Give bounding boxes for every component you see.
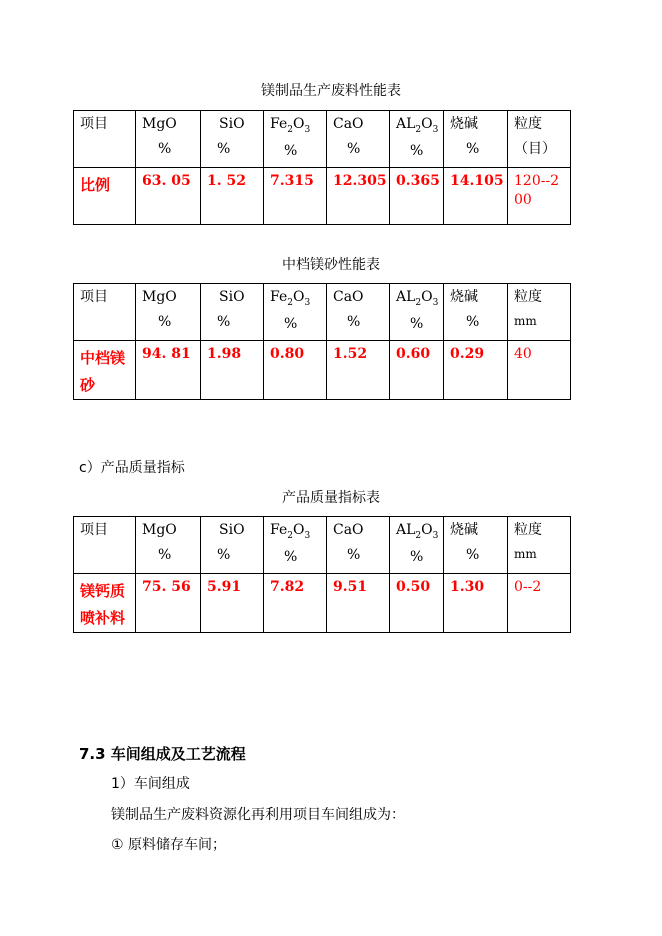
value-cell: 1. 52: [201, 168, 264, 225]
header-cell: SiO %: [201, 517, 264, 574]
magnesia-properties-table: [73, 283, 571, 400]
header-cell: 项目: [74, 111, 136, 168]
table-data-row: [74, 341, 571, 400]
value-cell: 1.98: [201, 341, 264, 400]
value-cell: 63. 05: [136, 168, 201, 225]
header-cell: MgO %: [136, 284, 201, 341]
value-cell: 0.80: [264, 341, 327, 400]
header-cell: 项目: [74, 517, 136, 574]
header-cell: 烧碱 %: [444, 284, 508, 341]
value-cell: 120--200: [508, 168, 571, 225]
table2-caption: 中档镁砂性能表: [282, 257, 380, 273]
row-label: 中档镁砂: [74, 341, 136, 400]
header-cell: 粒度 mm: [508, 517, 571, 574]
value-cell: 12.305: [327, 168, 390, 225]
header-cell: CaO %: [327, 111, 390, 168]
header-cell: SiO %: [201, 284, 264, 341]
value-cell: 0.50: [390, 574, 444, 633]
table-header-row: [74, 284, 571, 341]
table3-caption: 产品质量指标表: [282, 490, 380, 506]
header-cell: CaO %: [327, 517, 390, 574]
header-cell: CaO %: [327, 284, 390, 341]
header-cell: MgO %: [136, 517, 201, 574]
header-cell: MgO %: [136, 111, 201, 168]
header-cell: 粒度 （目）: [508, 111, 571, 168]
value-cell: 94. 81: [136, 341, 201, 400]
table1-caption: 镁制品生产废料性能表: [261, 83, 401, 99]
value-cell: 7.82: [264, 574, 327, 633]
header-cell: $Fe_2O_3$ %: [264, 284, 327, 341]
table-data-row: [74, 168, 571, 225]
list-item: ① 原料储存车间；: [111, 837, 227, 853]
body-paragraph: 镁制品生产废料资源化再利用项目车间组成为：: [111, 807, 405, 823]
value-cell: 0.365: [390, 168, 444, 225]
value-cell: 9.51: [327, 574, 390, 633]
value-cell: 0.29: [444, 341, 508, 400]
header-cell: 烧碱 %: [444, 517, 508, 574]
value-cell: 0--2: [508, 574, 571, 633]
value-cell: 1.30: [444, 574, 508, 633]
waste-properties-table: [73, 110, 571, 225]
header-cell: 粒度 mm: [508, 284, 571, 341]
value-cell: 7.315: [264, 168, 327, 225]
header-cell: $Fe_2O_3$ %: [264, 111, 327, 168]
row-label: 比例: [74, 168, 136, 225]
header-cell: $AL_2O_3$ %: [390, 284, 444, 341]
header-cell: 项目: [74, 284, 136, 341]
value-cell: 40: [508, 341, 571, 400]
value-cell: 14.105: [444, 168, 508, 225]
table-header-row: [74, 517, 571, 574]
section-c-label: c）产品质量指标: [79, 460, 185, 476]
header-cell: 烧碱 %: [444, 111, 508, 168]
header-cell: $AL_2O_3$ %: [390, 111, 444, 168]
sub-heading: 1）车间组成: [111, 776, 190, 792]
table-data-row: [74, 574, 571, 633]
product-quality-table: [73, 516, 571, 633]
table-header-row: [74, 111, 571, 168]
section-heading: 7.3 车间组成及工艺流程: [79, 745, 246, 763]
header-cell: $Fe_2O_3$ %: [264, 517, 327, 574]
header-cell: SiO %: [201, 111, 264, 168]
value-cell: 1.52: [327, 341, 390, 400]
row-label: 镁钙质喷补料: [74, 574, 136, 633]
value-cell: 0.60: [390, 341, 444, 400]
value-cell: 5.91: [201, 574, 264, 633]
value-cell: 75. 56: [136, 574, 201, 633]
header-cell: $AL_2O_3$ %: [390, 517, 444, 574]
